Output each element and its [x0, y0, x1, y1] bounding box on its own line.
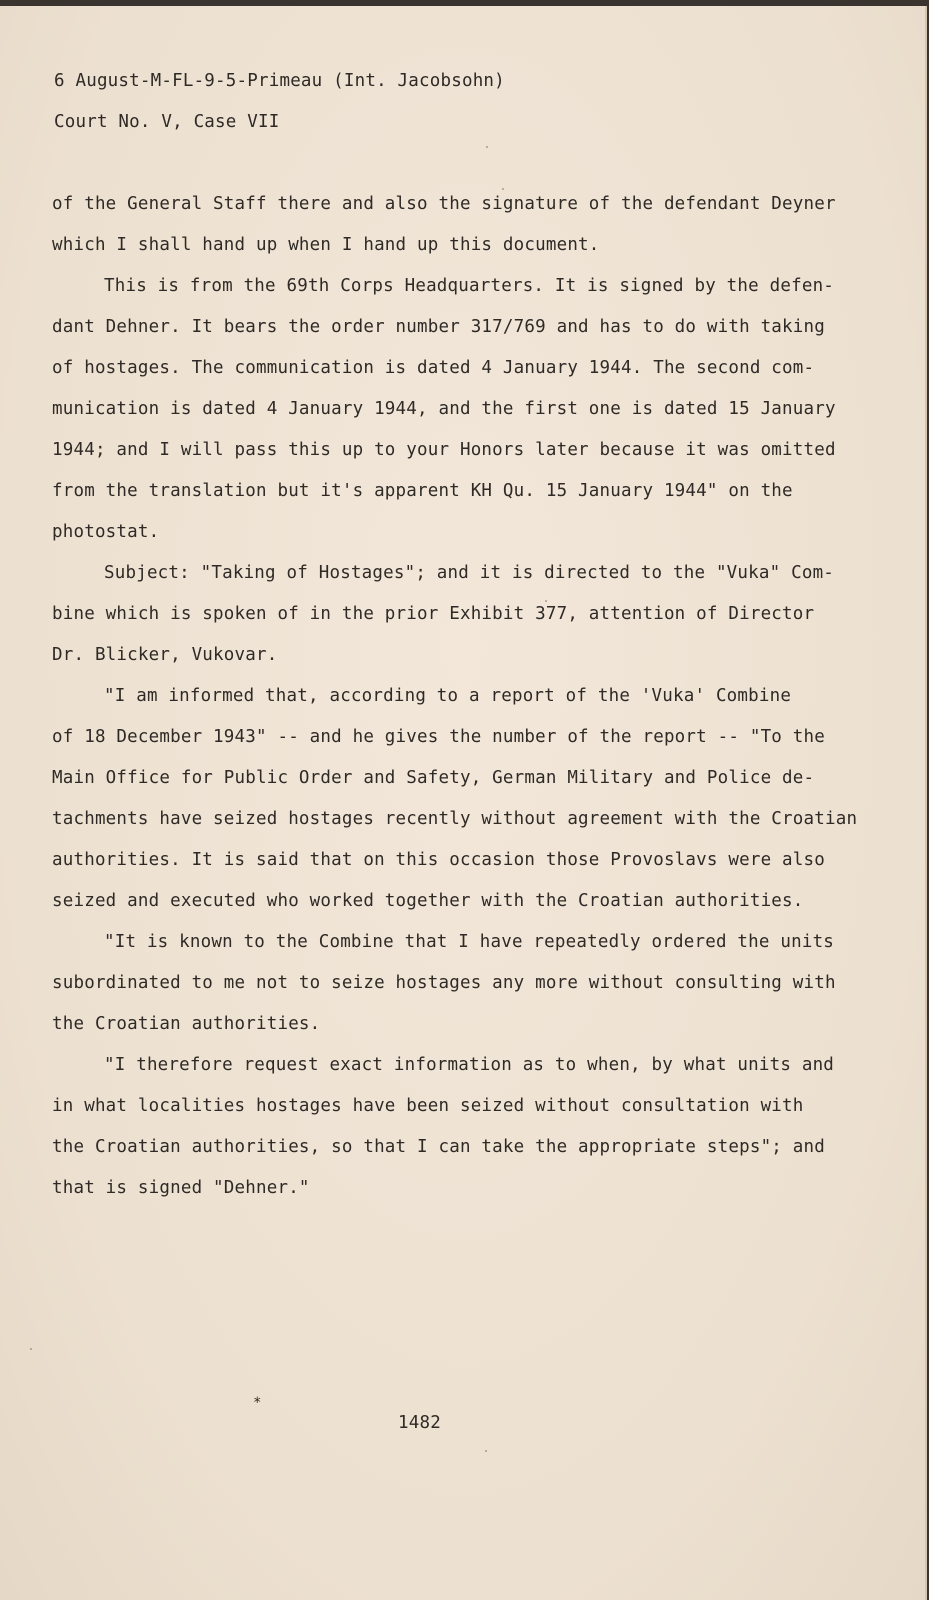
- page-edge: [925, 6, 927, 1600]
- text-line: subordinated to me not to seize hostages any more without consulting with: [52, 973, 836, 993]
- text-line: tachments have seized hostages recently without agreement with the Croatian: [52, 809, 858, 829]
- text-line: the Croatian authorities.: [52, 1014, 321, 1034]
- page-number: 1482: [398, 1413, 441, 1433]
- text-line: Subject: "Taking of Hostages"; and it is directed to the "Vuka" Com-: [104, 563, 835, 583]
- text-line: 1944; and I will pass this up to your Honors later because it was omitted: [52, 440, 836, 460]
- paper-speck: [502, 188, 504, 190]
- text-line: Dr. Blicker, Vukovar.: [52, 645, 278, 665]
- header-reference: 6 August-M-FL-9-5-Primeau (Int. Jacobsohn): [54, 71, 505, 91]
- text-line: authorities. It is said that on this occasion those Provoslavs were also: [52, 850, 825, 870]
- text-line: photostat.: [52, 522, 160, 542]
- text-line: in what localities hostages have been seized without consultation with: [52, 1096, 804, 1116]
- header-court: Court No. V, Case VII: [54, 112, 280, 132]
- document-page: [0, 6, 927, 1600]
- text-line: that is signed "Dehner.": [52, 1178, 310, 1198]
- text-line: bine which is spoken of in the prior Exhibit 377, attention of Director: [52, 604, 815, 624]
- text-line: "It is known to the Combine that I have repeatedly ordered the units: [104, 932, 835, 952]
- text-line: munication is dated 4 January 1944, and the first one is dated 15 January: [52, 399, 836, 419]
- footer-mark: *: [253, 1395, 262, 1411]
- paper-speck: [486, 146, 488, 148]
- text-line: of hostages. The communication is dated 4 January 1944. The second com-: [52, 358, 815, 378]
- paper-speck: [485, 1450, 487, 1452]
- text-line: of 18 December 1943" -- and he gives the number of the report -- "To the: [52, 727, 825, 747]
- text-line: seized and executed who worked together with the Croatian authorities.: [52, 891, 804, 911]
- text-line: "I am informed that, according to a report of the 'Vuka' Combine: [104, 686, 792, 706]
- text-line: Main Office for Public Order and Safety, German Military and Police de-: [52, 768, 815, 788]
- text-line: "I therefore request exact information as to when, by what units and: [104, 1055, 835, 1075]
- text-line: the Croatian authorities, so that I can take the appropriate steps"; and: [52, 1137, 825, 1157]
- paper-speck: [30, 1348, 32, 1350]
- text-line: which I shall hand up when I hand up this document.: [52, 235, 600, 255]
- text-line: of the General Staff there and also the signature of the defendant Deyner: [52, 194, 836, 214]
- text-line: dant Dehner. It bears the order number 317/769 and has to do with taking: [52, 317, 825, 337]
- paper-speck: [545, 600, 547, 602]
- text-line: This is from the 69th Corps Headquarters. It is signed by the defen-: [104, 276, 835, 296]
- text-line: from the translation but it's apparent KH Qu. 15 January 1944" on the: [52, 481, 793, 501]
